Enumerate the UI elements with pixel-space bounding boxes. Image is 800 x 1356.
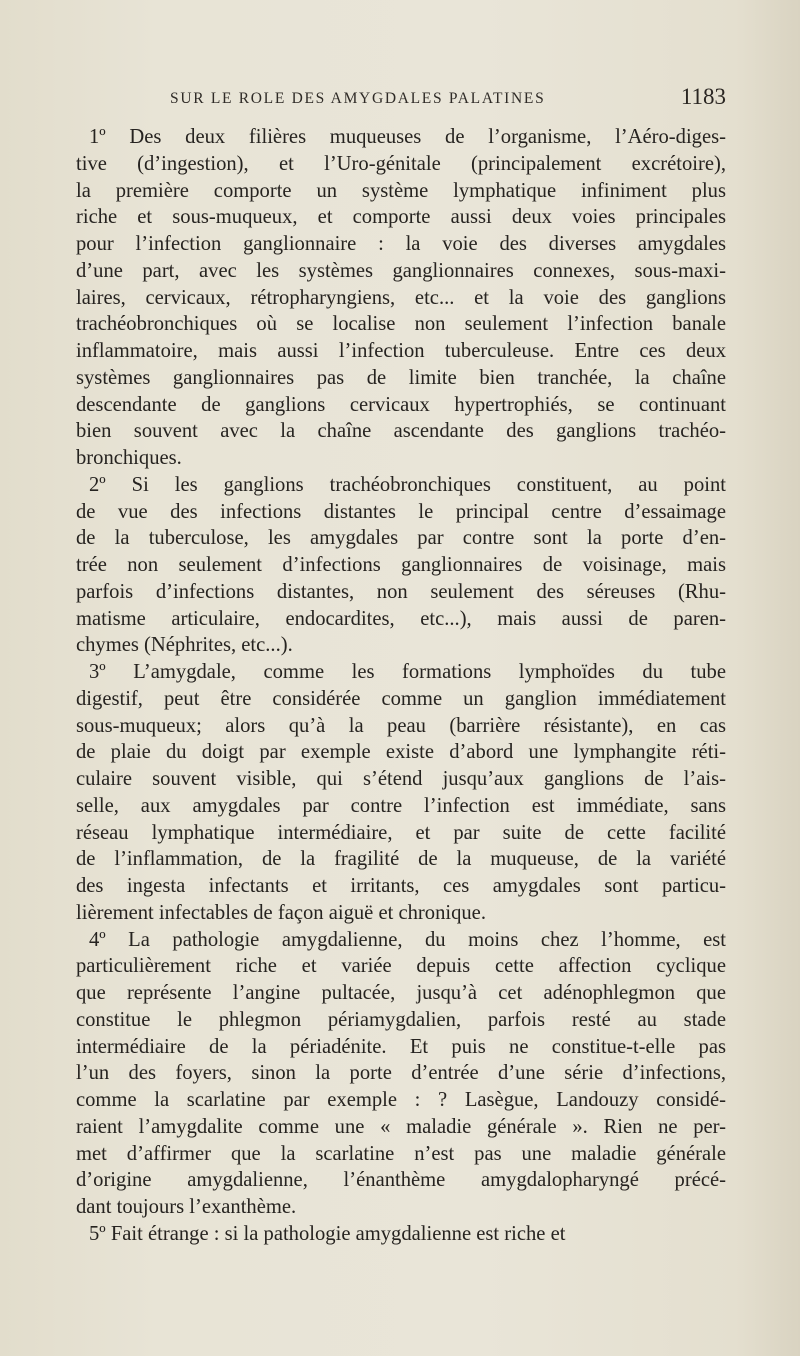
- text-line: comme la scarlatine par exemple : ? Lasègue, Landouzy considé-: [76, 1089, 726, 1111]
- text-line: 4º La pathologie amygdalienne, du moins chez l’homme, est: [89, 928, 726, 951]
- text-line: inflammatoire, mais aussi l’infection tuberculeuse. Entre ces deux: [76, 340, 726, 362]
- text-line: 2º Si les ganglions trachéobronchiques constituent, au point: [89, 473, 726, 496]
- text-line: pour l’infection ganglionnaire : la voie des diverses amygdales: [76, 233, 726, 255]
- text-line: descendante de ganglions cervicaux hypertrophiés, se continuant: [76, 393, 726, 416]
- text-line: d’origine amygdalienne, l’énanthème amygdalopharyngé précé-: [76, 1169, 726, 1192]
- text-line: particulièrement riche et variée depuis cette affection cyclique: [76, 955, 726, 978]
- text-line: de l’inflammation, de la fragilité de la muqueuse, de la variété: [76, 848, 726, 871]
- text-line: trachéobronchiques où se localise non seulement l’infection banale: [76, 313, 726, 336]
- text-line: sous-muqueux; alors qu’à la peau (barrière résistante), en cas: [76, 714, 726, 737]
- paragraph: [76, 927, 726, 1221]
- text-line: réseau lymphatique intermédiaire, et par suite de cette facilité: [76, 821, 726, 844]
- text-line: que représente l’angine pultacée, jusqu’à cet adénophlegmon que: [76, 982, 726, 1004]
- text-line: riche et sous-muqueux, et comporte aussi deux voies principales: [76, 206, 726, 229]
- text-line: 3º L’amygdale, comme les formations lymphoïdes du tube: [89, 661, 726, 683]
- text-line: chymes (Néphrites, etc...).: [76, 634, 293, 657]
- text-line: laires, cervicaux, rétropharyngiens, etc... et la voie des ganglions: [76, 286, 726, 309]
- text-line: culaire souvent visible, qui s’étend jusqu’aux ganglions de l’ais-: [76, 768, 726, 790]
- paragraph: [76, 472, 726, 659]
- text-line: met d’affirmer que la scarlatine n’est pas une maladie générale: [76, 1142, 726, 1165]
- paragraph: [76, 659, 726, 927]
- text-line: des ingesta infectants et irritants, ces amygdales sont particu-: [76, 875, 726, 897]
- text-line: d’une part, avec les systèmes ganglionnaires connexes, sous-maxi-: [76, 259, 726, 282]
- text-line: de la tuberculose, les amygdales par contre sont la porte d’en-: [76, 527, 726, 550]
- body-text: [76, 124, 726, 1248]
- text-line: bronchiques.: [76, 447, 182, 469]
- text-line: de vue des infections distantes le principal centre d’essaimage: [76, 500, 726, 523]
- text-line: dant toujours l’exanthème.: [76, 1196, 297, 1218]
- text-line: constitue le phlegmon périamygdalien, parfois resté au stade: [76, 1008, 726, 1031]
- paragraph: [76, 124, 726, 472]
- text-line: 1º Des deux filières muqueuses de l’organisme, l’Aéro-diges-: [89, 126, 726, 148]
- text-line: tive (d’ingestion), et l’Uro-génitale (principalement excrétoire),: [76, 152, 726, 175]
- text-line: lièrement infectables de façon aiguë et chronique.: [76, 901, 486, 924]
- text-line: la première comporte un système lymphatique infiniment plus: [76, 179, 726, 202]
- paragraph: [76, 1221, 726, 1248]
- page-number: 1183: [680, 84, 726, 109]
- text-line: selle, aux amygdales par contre l’infection est immédiate, sans: [76, 794, 726, 817]
- running-title: SUR LE ROLE DES AMYGDALES PALATINES: [170, 90, 546, 107]
- text-line: de plaie du doigt par exemple existe d’abord une lymphangite réti-: [76, 741, 726, 764]
- text-line: intermédiaire de la périadénite. Et puis ne constitue-t-elle pas: [76, 1035, 726, 1058]
- text-line: trée non seulement d’infections ganglionnaires de voisinage, mais: [76, 554, 726, 576]
- text-line: raient l’amygdalite comme une « maladie générale ». Rien ne per-: [76, 1115, 726, 1138]
- text-line: bien souvent avec la chaîne ascendante des ganglions trachéo-: [76, 420, 726, 443]
- text-line: digestif, peut être considérée comme un ganglion immédiatement: [76, 687, 726, 710]
- page-header: [76, 86, 726, 116]
- text-line: l’un des foyers, sinon la porte d’entrée d’une série d’infections,: [76, 1062, 726, 1085]
- text-line: matisme articulaire, endocardites, etc...), mais aussi de paren-: [76, 607, 726, 630]
- text-line: systèmes ganglionnaires pas de limite bien tranchée, la chaîne: [76, 366, 726, 389]
- text-line: parfois d’infections distantes, non seulement des séreuses (Rhu-: [76, 580, 726, 603]
- text-line: 5º Fait étrange : si la pathologie amygdalienne est riche et: [89, 1222, 566, 1245]
